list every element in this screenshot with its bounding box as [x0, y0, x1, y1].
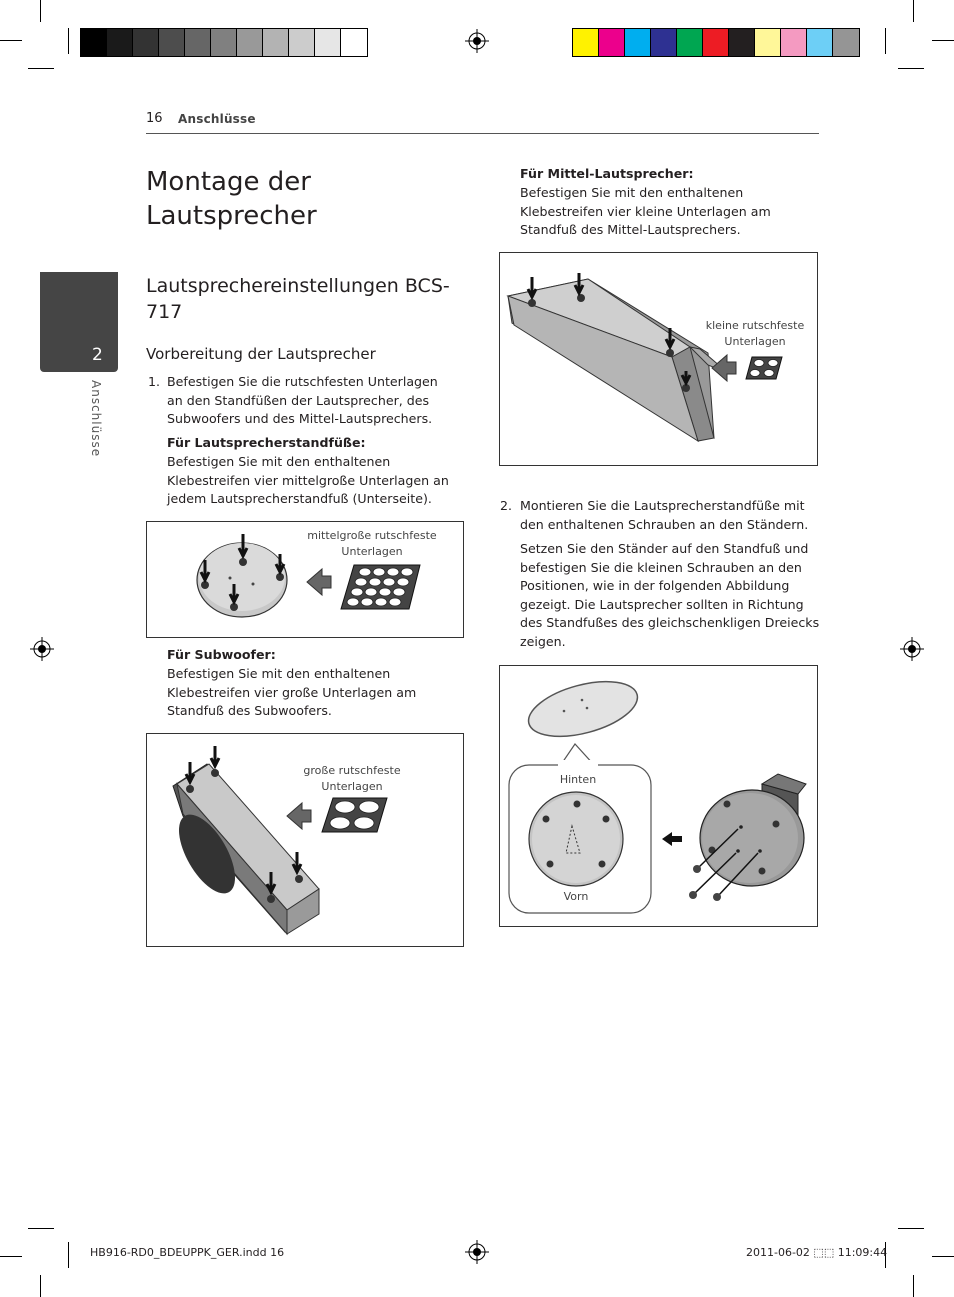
color-swatch	[703, 29, 729, 56]
large-pads-label: große rutschfeste Unterlagen	[303, 764, 401, 793]
gray-swatch	[237, 29, 263, 56]
step-number: 2.	[500, 498, 513, 513]
small-pads-label: kleine rutschfeste Unterlagen	[705, 319, 805, 348]
crop-mark	[28, 68, 54, 69]
gray-swatch	[159, 29, 185, 56]
page-title: Montage der Lautsprecher	[146, 167, 317, 231]
step-1-text: Befestigen Sie die rutschfesten Unterlagen an den Standfüßen der Lautsprecher, des Subwoofers und des Mittel-Lautsprechers.	[167, 374, 438, 427]
footer-filename: HB916-RD0_BDEUPPK_GER.indd 16	[90, 1246, 285, 1259]
crop-mark	[885, 28, 886, 54]
chapter-tab	[40, 272, 118, 372]
subwoofer-text: Befestigen Sie mit den enthaltenen Klebestreifen vier große Unterlagen am Standfuß des Subwoofers.	[167, 666, 417, 719]
section-subtitle: Lautsprechereinstellungen BCS-717	[146, 275, 450, 323]
front-label: Vorn	[563, 890, 589, 903]
color-swatch	[781, 29, 807, 56]
crop-mark	[913, 0, 914, 22]
subwoofer-heading: Für Subwoofer:	[167, 647, 276, 662]
footer-timestamp: 2011-06-02 ⬚⬚ 11:09:44	[746, 1246, 888, 1259]
crop-mark	[40, 1275, 41, 1297]
running-header: Anschlüsse	[178, 112, 256, 126]
crop-mark	[0, 1256, 22, 1257]
gray-swatch	[315, 29, 341, 56]
registration-mark-icon	[30, 637, 54, 661]
color-swatch	[807, 29, 833, 56]
stand-text: Befestigen Sie mit den enthaltenen Klebestreifen vier mittelgroße Unterlagen an jedem Lautsprecherstandfuß (Unterseite).	[167, 454, 449, 507]
color-swatch	[573, 29, 599, 56]
crop-mark	[68, 28, 69, 54]
center-text: Befestigen Sie mit den enthaltenen Klebestreifen vier kleine Unterlagen am Standfuß des Mittel-Lautsprechers.	[520, 185, 771, 238]
figure-subwoofer-pads	[146, 733, 464, 947]
figure-stand-pads	[146, 521, 464, 638]
crop-mark	[0, 40, 22, 41]
gray-swatch	[211, 29, 237, 56]
chapter-label: Anschlüsse	[89, 380, 103, 458]
figure-stand-assembly	[499, 665, 818, 927]
step-2-text-2: Setzen Sie den Ständer auf den Standfuß und befestigen Sie die kleinen Schrauben an den Positionen, wie in der folgenden Abbildung gezeigt. Die Lautsprecher sollten in Richtung des Standfußes des gleichschenkligen Dreiecks zeigen.	[520, 541, 820, 649]
gray-swatch	[341, 29, 367, 56]
center-heading: Für Mittel-Lautsprecher:	[520, 166, 694, 181]
crop-mark	[40, 0, 41, 22]
crop-mark	[898, 1228, 924, 1229]
color-swatch	[599, 29, 625, 56]
section-heading: Vorbereitung der Lautsprecher	[146, 345, 376, 363]
grayscale-color-bar	[80, 28, 368, 57]
color-swatch	[729, 29, 755, 56]
page-number: 16	[146, 111, 163, 126]
header-rule	[146, 133, 819, 134]
crop-mark	[932, 1256, 954, 1257]
gray-swatch	[289, 29, 315, 56]
crop-mark	[932, 40, 954, 41]
registration-mark-icon	[465, 1240, 489, 1264]
center-speaker-illustration	[500, 253, 819, 467]
color-swatch	[755, 29, 781, 56]
color-swatch	[677, 29, 703, 56]
gray-swatch	[81, 29, 107, 56]
color-swatch	[651, 29, 677, 56]
step-2-text: Montieren Sie die Lautsprecherstandfüße mit den enthaltenen Schrauben an den Ständern.	[520, 498, 809, 532]
gray-swatch	[263, 29, 289, 56]
gray-swatch	[133, 29, 159, 56]
chapter-number: 2	[92, 345, 103, 365]
registration-mark-icon	[900, 637, 924, 661]
figure-center-pads	[499, 252, 818, 466]
gray-swatch	[185, 29, 211, 56]
registration-mark-icon	[465, 29, 489, 53]
crop-mark	[913, 1275, 914, 1297]
crop-mark	[68, 1242, 69, 1268]
gray-swatch	[107, 29, 133, 56]
step-number: 1.	[148, 374, 161, 389]
color-swatch	[625, 29, 651, 56]
stand-heading: Für Lautsprecherstandfüße:	[167, 435, 366, 450]
rear-label: Hinten	[559, 773, 597, 786]
process-color-bar	[572, 28, 860, 57]
color-swatch	[833, 29, 859, 56]
crop-mark	[28, 1228, 54, 1229]
medium-pads-label: mittelgroße rutschfeste Unterlagen	[307, 529, 437, 558]
crop-mark	[898, 68, 924, 69]
